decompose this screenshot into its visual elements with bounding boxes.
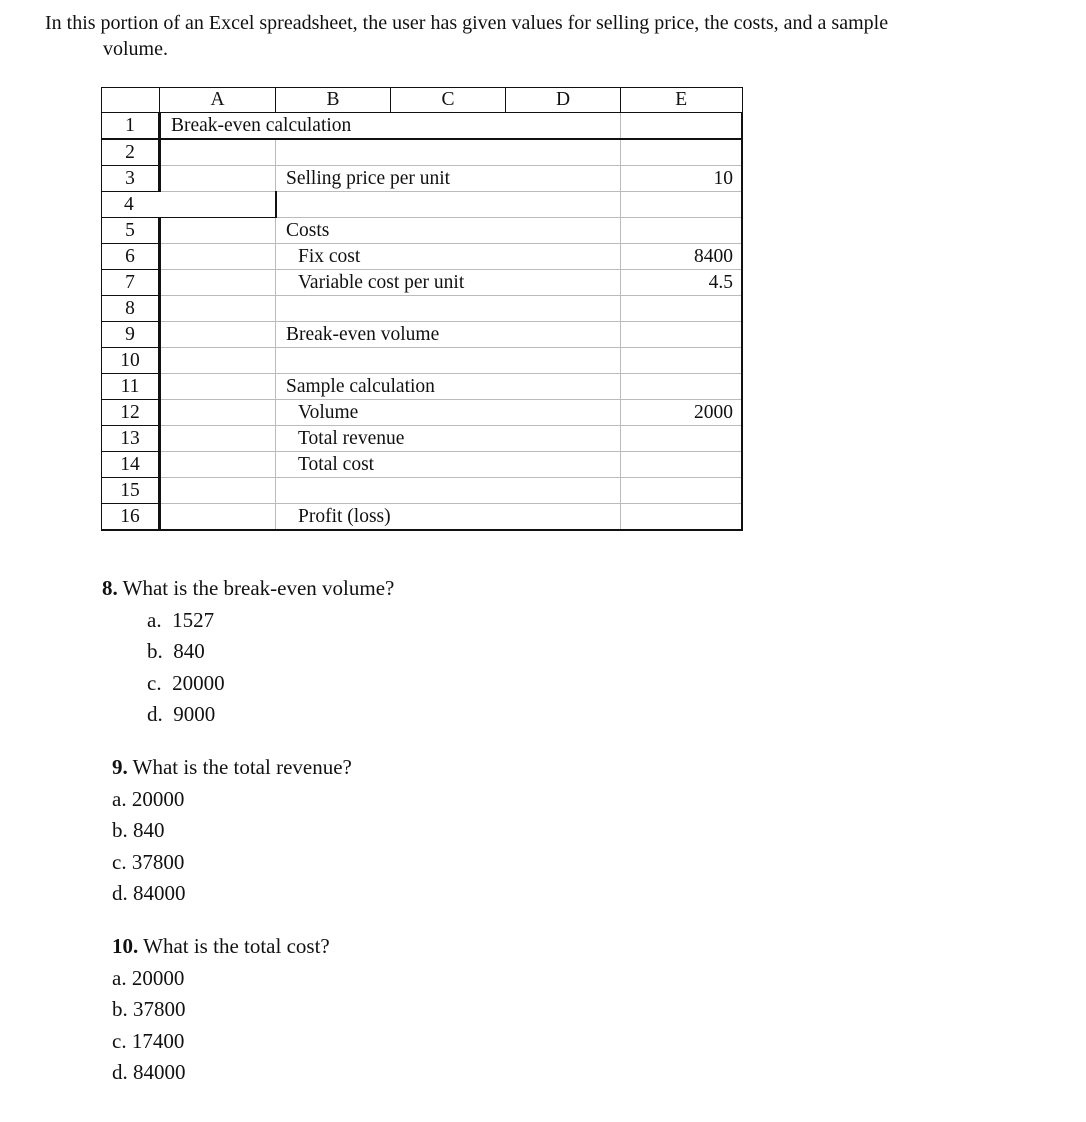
label-cell (276, 348, 621, 374)
cell-a (160, 504, 276, 531)
row-number: 13 (102, 426, 160, 452)
option-a: a. 1527 (147, 607, 215, 632)
label-cell (276, 139, 621, 166)
label-cell: Volume (276, 400, 621, 426)
value-cell (621, 139, 743, 166)
table-row (102, 139, 743, 166)
label-cell: Profit (loss) (276, 504, 621, 531)
cell-a (160, 244, 276, 270)
label-cell (276, 192, 621, 218)
cell-a (160, 218, 276, 244)
row-number: 16 (102, 504, 160, 531)
table-row (102, 348, 743, 374)
table-row (102, 478, 743, 504)
question-9 (112, 752, 352, 910)
table-row (102, 270, 743, 296)
label-cell: Fix cost (276, 244, 621, 270)
cell-a (160, 426, 276, 452)
value-cell (621, 348, 743, 374)
question-10 (112, 931, 330, 1089)
question-number: 9. (112, 755, 128, 779)
column-header-e: E (621, 88, 743, 113)
value-cell (621, 296, 743, 322)
cell-a (160, 452, 276, 478)
option-d: d. 9000 (147, 702, 216, 726)
intro-line-1: In this portion of an Excel spreadsheet, the user has given values for selling price, the costs, and a sample (45, 12, 889, 34)
table-row (102, 296, 743, 322)
value-cell (621, 426, 743, 452)
cell-a (160, 348, 276, 374)
column-header-row (102, 88, 743, 113)
cell-a (160, 166, 276, 192)
label-cell: Total cost (276, 452, 621, 478)
row-number: 5 (102, 218, 160, 244)
row-number: 15 (102, 478, 160, 504)
value-cell (621, 113, 743, 140)
table-row (102, 504, 743, 531)
label-cell: Selling price per unit (276, 166, 621, 192)
row-number: 11 (102, 374, 160, 400)
cell-a (160, 400, 276, 426)
question-text: What is the break-even volume? (117, 576, 395, 600)
cell-a (160, 270, 276, 296)
option-a: a. 20000 (112, 965, 185, 990)
option-d: d. 84000 (112, 881, 186, 905)
value-cell: 8400 (621, 244, 743, 270)
question-number: 8. (102, 576, 118, 600)
row-number: 8 (102, 296, 160, 322)
row-number: 6 (102, 244, 160, 270)
table-row (102, 400, 743, 426)
table-row (102, 452, 743, 478)
value-cell (621, 452, 743, 478)
column-header-c: C (391, 88, 506, 113)
intro-text (45, 10, 1005, 62)
row-number: 9 (102, 322, 160, 348)
column-header-b: B (276, 88, 391, 113)
intro-line-2: volume. (103, 38, 168, 60)
option-c: c. 37800 (112, 849, 185, 874)
cell-a (160, 478, 276, 504)
column-header-d: D (506, 88, 621, 113)
table-row (102, 166, 743, 192)
table-row (102, 426, 743, 452)
cell-a (160, 374, 276, 400)
option-a: a. 20000 (112, 786, 185, 811)
row-number: 10 (102, 348, 160, 374)
label-cell: Variable cost per unit (276, 270, 621, 296)
row-number: 7 (102, 270, 160, 296)
row-number: 14 (102, 452, 160, 478)
question-text: What is the total revenue? (127, 755, 352, 779)
question-8 (102, 573, 394, 731)
row-number: 2 (102, 139, 160, 166)
value-cell (621, 322, 743, 348)
label-cell: Sample calculation (276, 374, 621, 400)
row-number: 12 (102, 400, 160, 426)
question-number: 10. (112, 934, 139, 958)
option-d: d. 84000 (112, 1060, 186, 1084)
question-text: What is the total cost? (138, 934, 330, 958)
label-cell: Total revenue (276, 426, 621, 452)
table-row (102, 322, 743, 348)
table-row (102, 113, 743, 140)
cell-a (160, 296, 276, 322)
value-cell: 10 (621, 166, 743, 192)
value-cell: 2000 (621, 400, 743, 426)
value-cell: 4.5 (621, 270, 743, 296)
value-cell (621, 504, 743, 531)
sheet-title: Break-even calculation (160, 113, 621, 140)
row-number: 1 (102, 113, 160, 140)
option-c: c. 20000 (147, 670, 225, 695)
table-row (102, 192, 743, 218)
label-cell: Costs (276, 218, 621, 244)
label-cell (276, 478, 621, 504)
cell-a (160, 322, 276, 348)
value-cell (621, 218, 743, 244)
row-number: 4 (102, 192, 276, 218)
label-cell (276, 296, 621, 322)
spreadsheet (101, 87, 743, 531)
table-row (102, 218, 743, 244)
table-row (102, 244, 743, 270)
option-b: b. 37800 (112, 997, 186, 1021)
option-b: b. 840 (112, 818, 165, 842)
value-cell (621, 192, 743, 218)
cell-a (160, 139, 276, 166)
corner-cell (102, 88, 160, 113)
option-c: c. 17400 (112, 1028, 185, 1053)
value-cell (621, 478, 743, 504)
option-b: b. 840 (147, 639, 205, 663)
row-number: 3 (102, 166, 160, 192)
column-header-a: A (160, 88, 276, 113)
value-cell (621, 374, 743, 400)
label-cell: Break-even volume (276, 322, 621, 348)
table-row (102, 374, 743, 400)
